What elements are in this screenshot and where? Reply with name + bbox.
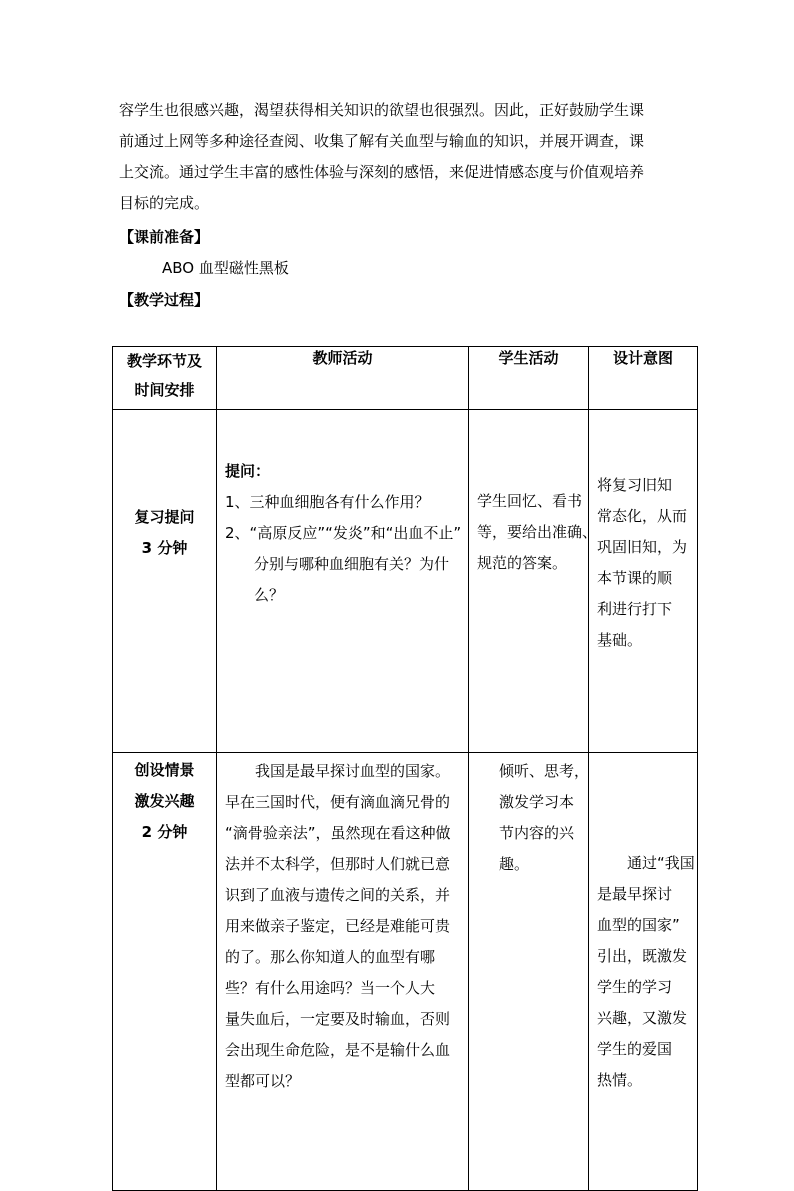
teacher-activity-cell [217,410,469,753]
process-heading: 【教学过程】 [119,291,210,309]
cell-line: 学生回忆、看书 [477,492,583,510]
cell-line: 等，要给出准确、 [477,523,598,541]
design-intent-cell [589,753,698,1191]
paragraph-line: 前通过上网等多种途径查阅、收集了解有关血型与输血的知识，并展开调查，课 [119,132,645,150]
table-row [113,753,698,1191]
cell-line: 倾听、思考， [499,762,590,780]
teacher-activity-cell [217,753,469,1191]
stage-cell [113,410,217,753]
cell-line: 用来做亲子鉴定，已经是难能可贵 [225,917,451,935]
cell-line: 法并不太科学，但那时人们就已意 [225,855,451,873]
cell-line: 激发学习本 [499,793,575,811]
cell-line: 规范的答案。 [477,554,568,572]
cell-line: 复习提问 [134,508,195,526]
header-intent: 设计意图 [589,347,698,410]
header-student: 学生活动 [469,347,589,410]
cell-line: 激发兴趣 [134,792,195,810]
cell-line: 么？ [254,586,285,604]
cell-line: 血型的国家” [597,916,680,934]
cell-line: 些？有什么用途吗？当一个人大 [225,979,436,997]
cell-line: 学生的爱国 [597,1040,673,1058]
paragraph-line: 上交流。通过学生丰富的感性体验与深刻的感悟，来促进情感态度与价值观培养 [119,163,645,181]
table-row [113,410,698,753]
cell-line: 早在三国时代，便有滴血滴兄骨的 [225,793,451,811]
cell-line: 巩固旧知，为 [597,538,688,556]
cell-line: 创设情景 [134,761,195,779]
cell-line: 本节课的顺 [597,569,673,587]
paragraph-line: 容学生也很感兴趣，渴望获得相关知识的欲望也很强烈。因此，正好鼓励学生课 [119,101,645,119]
cell-line: 常态化，从而 [597,507,688,525]
cell-line: 1、三种血细胞各有什么作用？ [225,493,430,511]
stage-cell [113,753,217,1191]
design-intent-cell [589,410,698,753]
prep-item: ABO 血型磁性黑板 [162,259,289,277]
cell-line: 趣。 [499,855,530,873]
cell-line: 3 分钟 [141,539,188,557]
intro-paragraph [119,95,687,219]
cell-line: 分别与哪种血细胞有关？为什 [254,555,450,573]
cell-line: 节内容的兴 [499,824,575,842]
header-stage-line: 教学环节及 [126,352,202,370]
header-teacher: 教师活动 [217,347,469,410]
header-stage [113,347,217,410]
cell-line: 2 分钟 [141,823,188,841]
cell-line: 2、“高原反应”“发炎”和“出血不止” [225,524,462,542]
lesson-plan-table [112,346,698,1191]
student-activity-cell [469,410,598,753]
student-activity-cell [469,753,589,1191]
cell-line: 将复习旧知 [597,476,673,494]
cell-line: 量失血后，一定要及时输血，否则 [225,1010,451,1028]
cell-line: 兴趣，又激发 [597,1009,688,1027]
cell-line: 提问： [225,462,271,480]
cell-line: 会出现生命危险，是不是输什么血 [225,1041,451,1059]
prep-heading: 【课前准备】 [119,228,210,246]
cell-line: 我国是最早探讨血型的国家。 [225,762,451,780]
cell-line: 热情。 [597,1071,643,1089]
cell-line: 识到了血液与遗传之间的关系，并 [225,886,451,904]
cell-line: 的了。那么你知道人的血型有哪 [225,948,436,966]
header-stage-line: 时间安排 [134,381,195,399]
cell-line: 型都可以？ [225,1072,301,1090]
cell-line: “滴骨验亲法”，虽然现在看这种做 [225,824,451,842]
cell-line: 学生的学习 [597,978,673,996]
table-header-row [113,347,698,410]
cell-line: 引出，既激发 [597,947,688,965]
paragraph-line: 目标的完成。 [119,194,210,212]
cell-line: 通过“我国 [597,854,695,872]
cell-line: 利进行打下 [597,600,673,618]
cell-line: 是最早探讨 [597,885,673,903]
cell-line: 基础。 [597,631,643,649]
